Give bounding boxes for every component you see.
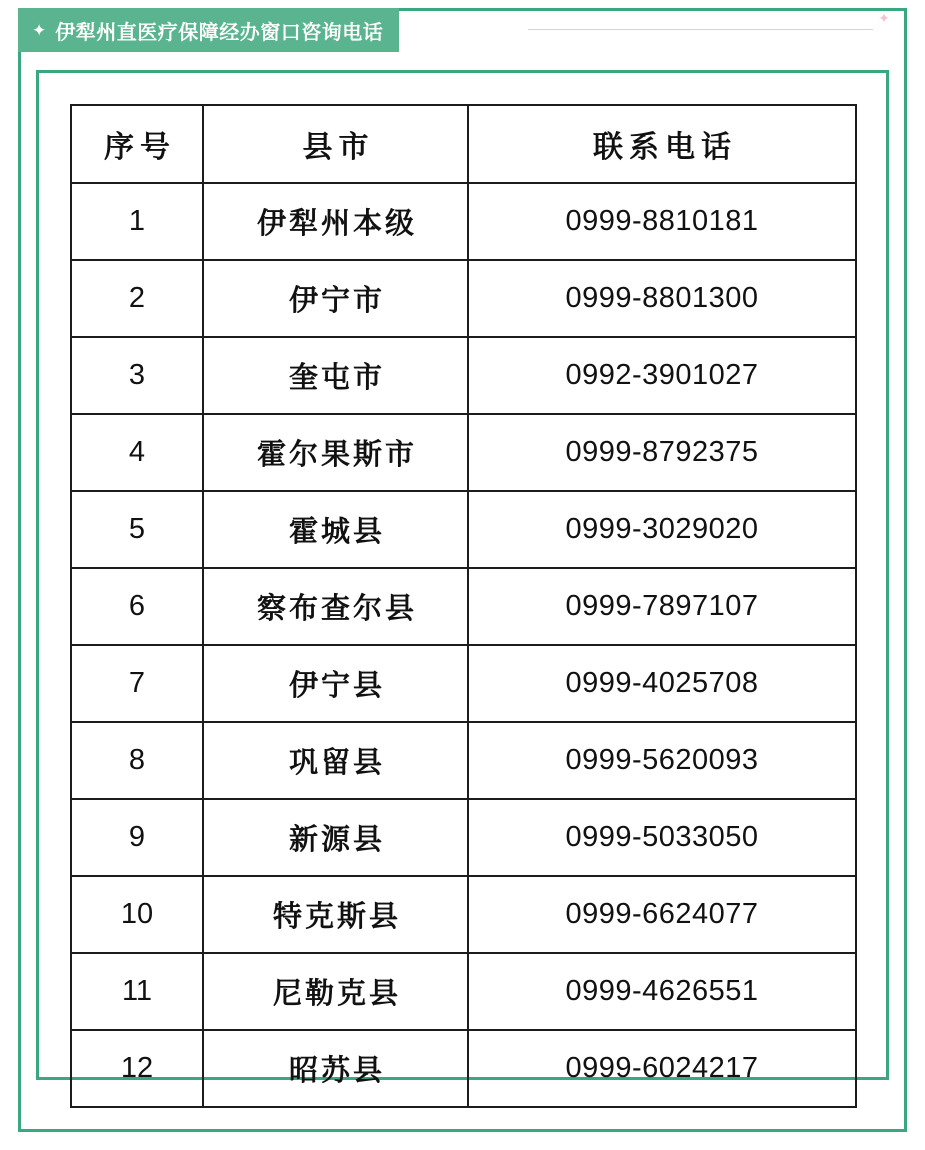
cell-tel: 0999-5620093 [468,722,856,799]
sparkle-icon: ✦ [32,20,47,40]
cell-tel: 0992-3901027 [468,337,856,414]
table-row [71,414,856,491]
cell-index: 8 [71,722,203,799]
header-divider-line [528,29,873,30]
phone-directory-table-wrapper [70,104,855,1108]
table-row [71,1030,856,1107]
table-row [71,337,856,414]
cell-city: 尼勒克县 [203,953,468,1030]
cell-tel: 0999-8792375 [468,414,856,491]
cell-index: 9 [71,799,203,876]
cell-tel: 0999-6624077 [468,876,856,953]
page-title: 伊犁州直医疗保障经办窗口咨询电话 [55,21,384,44]
table-row [71,799,856,876]
table-row [71,183,856,260]
cell-index: 6 [71,568,203,645]
cell-index: 10 [71,876,203,953]
cell-tel: 0999-6024217 [468,1030,856,1107]
cell-tel: 0999-7897107 [468,568,856,645]
column-header-index: 序号 [71,105,203,183]
decorative-dot-icon: ✦ [878,12,890,27]
cell-city: 伊宁市 [203,260,468,337]
header-banner [18,8,399,52]
table-header-row [71,105,856,183]
cell-index: 1 [71,183,203,260]
cell-index: 4 [71,414,203,491]
cell-city: 巩留县 [203,722,468,799]
cell-index: 5 [71,491,203,568]
phone-directory-table [70,104,857,1108]
cell-index: 11 [71,953,203,1030]
cell-city: 霍尔果斯市 [203,414,468,491]
cell-city: 霍城县 [203,491,468,568]
table-row [71,645,856,722]
table-row [71,876,856,953]
table-row [71,568,856,645]
cell-index: 12 [71,1030,203,1107]
table-row [71,953,856,1030]
cell-tel: 0999-8810181 [468,183,856,260]
cell-city: 特克斯县 [203,876,468,953]
cell-city: 新源县 [203,799,468,876]
table-row [71,491,856,568]
cell-city: 察布查尔县 [203,568,468,645]
cell-index: 3 [71,337,203,414]
cell-index: 2 [71,260,203,337]
cell-index: 7 [71,645,203,722]
cell-tel: 0999-4626551 [468,953,856,1030]
cell-city: 伊犁州本级 [203,183,468,260]
cell-tel: 0999-3029020 [468,491,856,568]
table-row [71,260,856,337]
column-header-tel: 联系电话 [468,105,856,183]
cell-city: 奎屯市 [203,337,468,414]
cell-tel: 0999-8801300 [468,260,856,337]
cell-tel: 0999-5033050 [468,799,856,876]
cell-tel: 0999-4025708 [468,645,856,722]
column-header-city: 县市 [203,105,468,183]
table-row [71,722,856,799]
cell-city: 昭苏县 [203,1030,468,1107]
cell-city: 伊宁县 [203,645,468,722]
